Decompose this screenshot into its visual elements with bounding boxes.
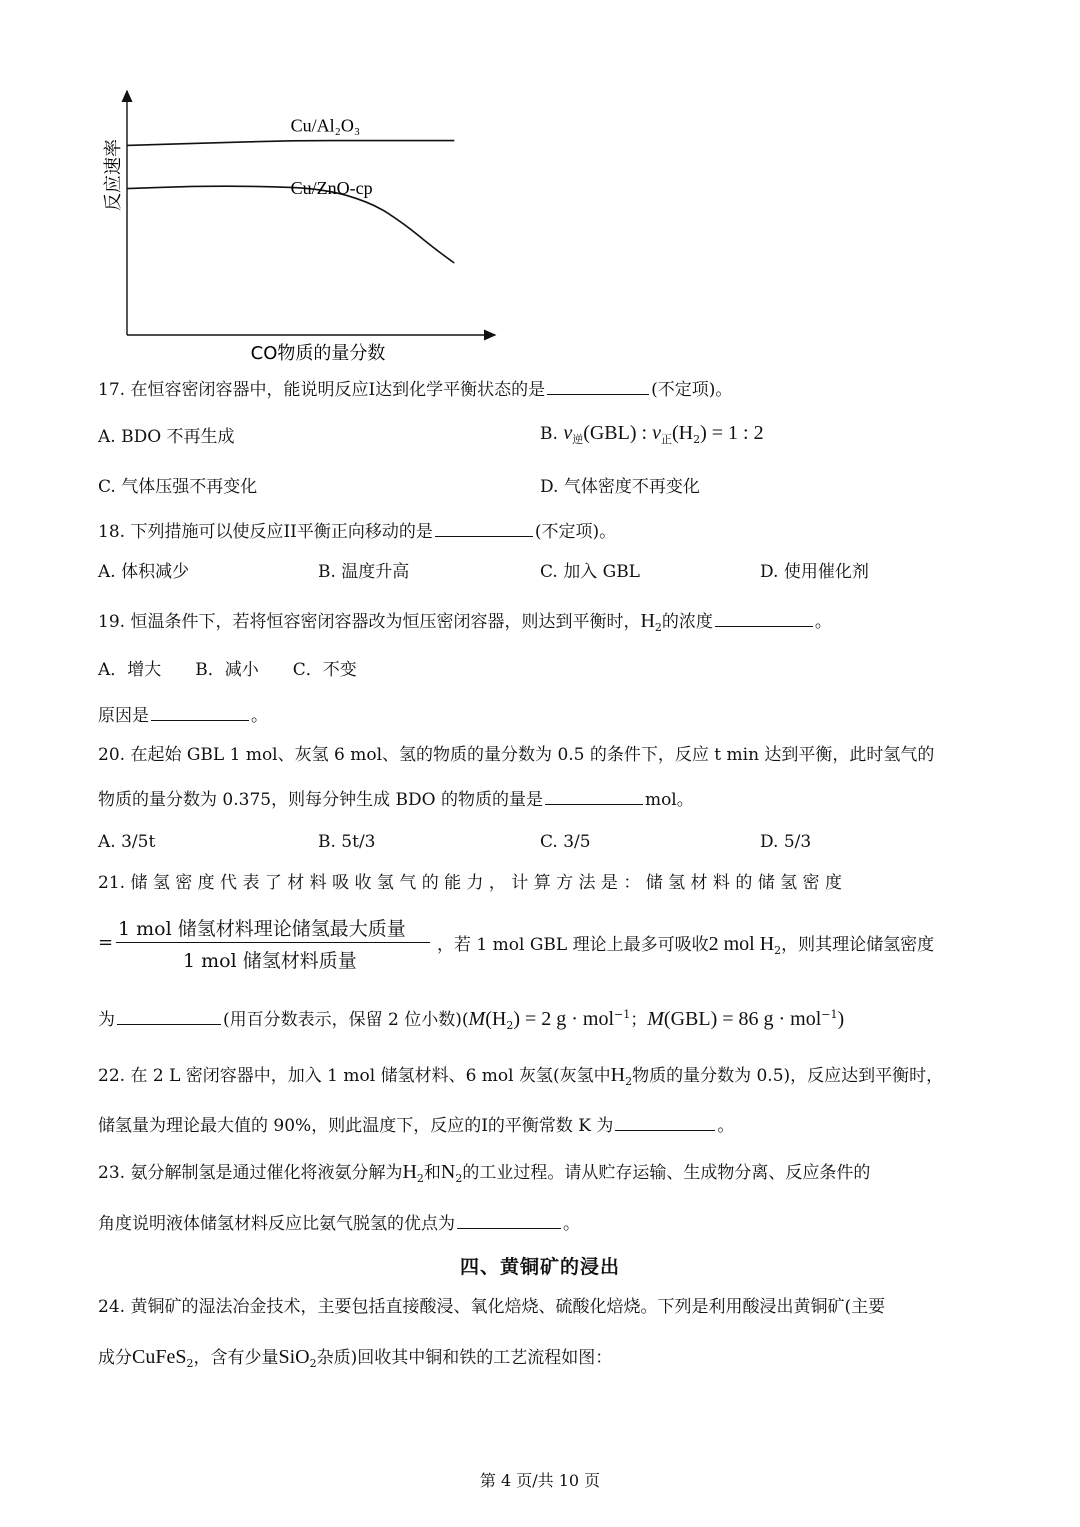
q20-option-c: C. 3/5 [540, 832, 591, 852]
storage-density-formula: = 1 mol 储氢材料理论储氢最大质量 1 mol 储氢材料质量 [98, 912, 458, 976]
answer-blank[interactable] [117, 1006, 221, 1025]
answer-blank[interactable] [151, 702, 249, 721]
question-21-line-2: ，若 1 mol GBL 理论上最多可吸收2 mol $H_2$，则其理论储氢密度 [437, 933, 935, 957]
answer-blank[interactable] [547, 376, 649, 395]
x-axis-label: CO物质的量分数 [250, 343, 386, 364]
q20-option-a: A. 3/5t [98, 832, 156, 852]
formula-numerator: 1 mol 储氢材料理论储氢最大质量 [118, 918, 406, 940]
question-21-line-3: 为 (用百分数表示，保留 2 位小数)($M(H_2) = 2$ g · mol$^{-1}$；M(GBL) = 86 g · mol$^{-1}$) [98, 1008, 845, 1032]
q19-reason: 原因是 。 [98, 702, 268, 728]
q18-option-c: C. 加入 GBL [540, 562, 640, 582]
series-line-cu-al2o3 [127, 141, 454, 146]
q17-option-b: B. $v_逆(GBL)$ : $v_正(H_2) = 1$ : 2 [540, 422, 764, 446]
q18-option-d: D. 使用催化剂 [760, 562, 869, 582]
q17-option-d: D. 气体密度不再变化 [540, 477, 700, 497]
question-23-line-1: 23. 氨分解制氢是通过催化将液氨分解为$H_2$和$N_2$的工业过程。请从贮存运输、生成物分离、反应条件的 [98, 1161, 871, 1185]
q18-option-a: A. 体积减少 [98, 562, 190, 582]
reaction-rate-chart [95, 85, 515, 370]
series-label: Cu/ZnO-cp [290, 178, 373, 198]
formula-denominator: 1 mol 储氢材料质量 [183, 950, 357, 972]
question-21-line-1: 21. 储 氢 密 度 代 表 了 材 料 吸 收 氢 气 的 能 力 ， 计 算 方 法 是 ： 储 氢 材 料 的 储 氢 密 度 [98, 873, 842, 893]
q17-option-c: C. 气体压强不再变化 [98, 477, 258, 497]
q19-options: A．增大 B．减小 C．不变 [98, 660, 357, 680]
q17-option-a: A. BDO 不再生成 [98, 427, 235, 447]
question-22-line-2: 储氢量为理论最大值的 90%，则此温度下，反应的Ⅰ的平衡常数 K 为 。 [98, 1112, 734, 1138]
question-18: 18. 下列措施可以使反应II平衡正向移动的是 (不定项)。 [98, 518, 616, 544]
answer-blank[interactable] [715, 608, 813, 627]
question-20-line-2: 物质的量分数为 0.375，则每分钟生成 BDO 的物质的量是 mol。 [98, 786, 694, 812]
question-22-line-1: 22. 在 2 L 密闭容器中，加入 1 mol 储氢材料、6 mol 灰氢(灰氢中$H_2$物质的量分数为 0.5)，反应达到平衡时， [98, 1064, 944, 1088]
answer-blank[interactable] [435, 518, 533, 537]
q20-option-d: D. 5/3 [760, 832, 812, 852]
y-axis-label: 反应速率 [103, 139, 124, 211]
question-23-line-2: 角度说明液体储氢材料反应比氨气脱氢的优点为 。 [98, 1210, 580, 1236]
answer-blank[interactable] [615, 1112, 715, 1131]
fraction-bar [116, 942, 430, 943]
section-title: 四、黄铜矿的浸出 [459, 1256, 620, 1278]
q18-option-b: B. 温度升高 [318, 562, 410, 582]
question-24-line-1: 24. 黄铜矿的湿法冶金技术，主要包括直接酸浸、氧化焙烧、硫酸化焙烧。下列是利用酸浸出黄铜矿(主要 [98, 1297, 886, 1317]
question-19: 19. 恒温条件下，若将恒容密闭容器改为恒压密闭容器，则达到平衡时，$H_2$的浓度 。 [98, 610, 832, 634]
answer-blank[interactable] [545, 786, 643, 805]
question-24-line-2: 成分CuFeS$_2$，含有少量SiO$_2$杂质)回收其中铜和铁的工艺流程如图： [98, 1346, 613, 1370]
answer-blank[interactable] [457, 1210, 561, 1229]
page-footer: 第 4 页/共 10 页 [479, 1471, 601, 1490]
question-20-line-1: 20. 在起始 GBL 1 mol、灰氢 6 mol、氢的物质的量分数为 0.5 的条件下，反应 t min 达到平衡，此时氢气的 [98, 745, 935, 765]
series-label: Cu/Al₂O₃ [290, 115, 361, 136]
question-17: 17. 在恒容密闭容器中，能说明反应Ⅰ达到化学平衡状态的是 (不定项)。 [98, 376, 732, 402]
q20-option-b: B. 5t/3 [318, 832, 376, 852]
